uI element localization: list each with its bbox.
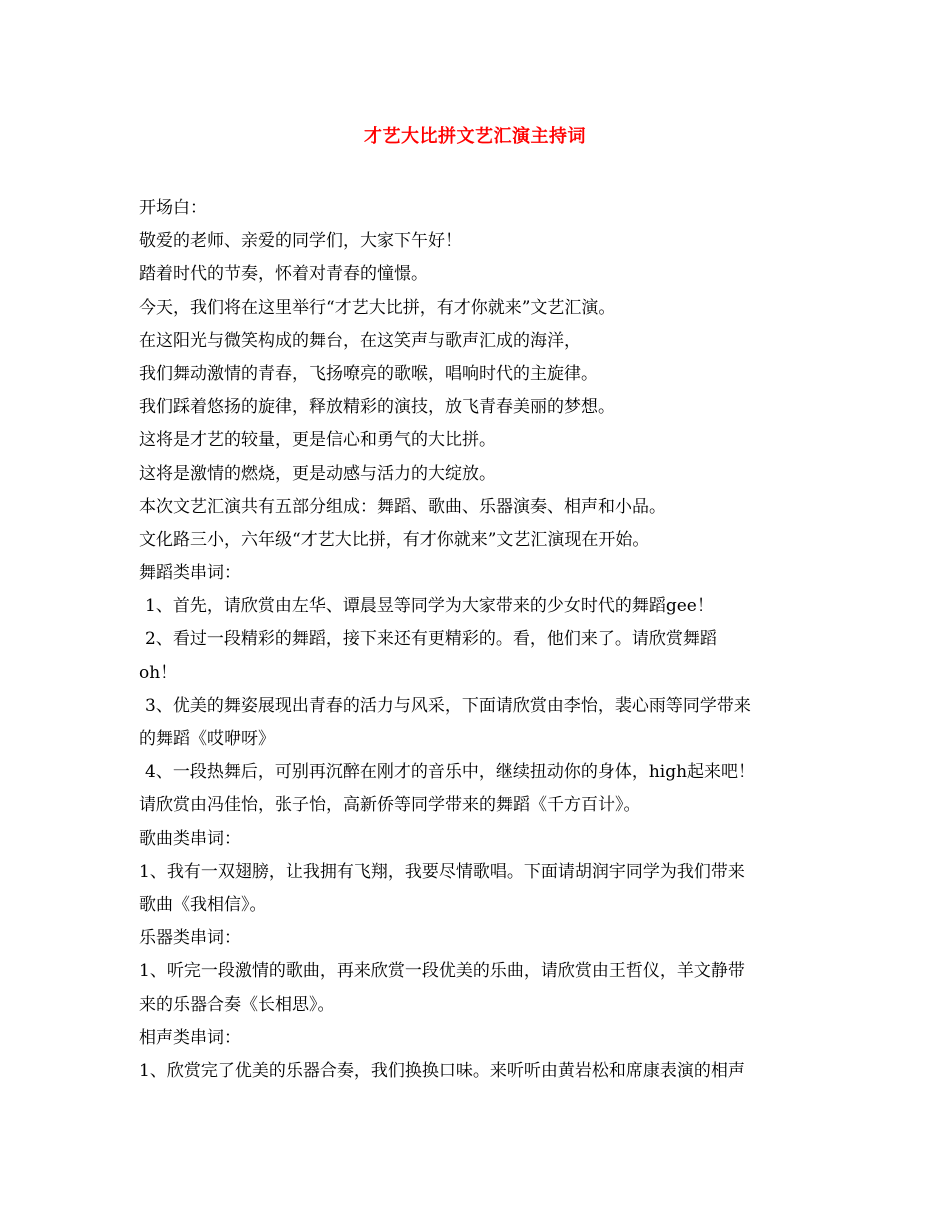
paragraph-line: 文化路三小，六年级“才艺大比拼，有才你就来”文艺汇演现在开始。 bbox=[139, 529, 650, 550]
list-item: 4、一段热舞后，可别再沉醉在刚才的音乐中，继续扭动你的身体，high起来吧！ bbox=[145, 762, 756, 783]
paragraph-line: 今天，我们将在这里举行“才艺大比拼，有才你就来”文艺汇演。 bbox=[139, 297, 616, 318]
list-item-continuation: 的舞蹈《哎咿呀》 bbox=[139, 729, 275, 749]
list-item: 1、首先，请欣赏由左华、谭晨昱等同学为大家带来的少女时代的舞蹈gee！ bbox=[145, 596, 714, 617]
paragraph-line: 敬爱的老师、亲爱的同学们，大家下午好！ bbox=[139, 231, 462, 252]
section-heading: 相声类串词： bbox=[139, 1027, 241, 1048]
list-item: 3、优美的舞姿展现出青春的活力与风采，下面请欣赏由李怡，裴心雨等同学带来 bbox=[145, 695, 751, 716]
list-item: 1、听完一段激情的歌曲，再来欣赏一段优美的乐曲，请欣赏由王哲仪，羊文静带 bbox=[139, 961, 745, 982]
paragraph-line: 这将是激情的燃烧，更是动感与活力的大绽放。 bbox=[139, 463, 496, 484]
paragraph-line: 这将是才艺的较量，更是信心和勇气的大比拼。 bbox=[139, 430, 496, 451]
list-item-continuation: 歌曲《我相信》。 bbox=[139, 894, 267, 915]
list-item-continuation: 来的乐器合奏《长相思》。 bbox=[139, 994, 335, 1015]
section-heading: 乐器类串词： bbox=[139, 928, 241, 949]
paragraph-line: 我们舞动激情的青春，飞扬嘹亮的歌喉，唱响时代的主旋律。 bbox=[139, 363, 598, 384]
paragraph-line: 在这阳光与微笑构成的舞台，在这笑声与歌声汇成的海洋， bbox=[139, 330, 581, 351]
list-item-continuation: 请欣赏由冯佳怡，张子怡，高新侨等同学带来的舞蹈《千方百计》。 bbox=[139, 795, 641, 816]
paragraph-line: 我们踩着悠扬的旋律，释放精彩的演技，放飞青春美丽的梦想。 bbox=[139, 397, 615, 418]
paragraph-line: 开场白： bbox=[139, 198, 207, 218]
list-item: 1、欣赏完了优美的乐器合奏，我们换换口味。来听听由黄岩松和席康表演的相声 bbox=[139, 1060, 745, 1081]
document-body bbox=[139, 192, 829, 1088]
list-item: 2、看过一段精彩的舞蹈，接下来还有更精彩的。看，他们来了。请欣赏舞蹈 bbox=[145, 629, 717, 650]
paragraph-line: 本次文艺汇演共有五部分组成：舞蹈、歌曲、乐器演奏、相声和小品。 bbox=[139, 496, 666, 517]
list-item-continuation: oh！ bbox=[139, 662, 178, 683]
document-title: 才艺大比拼文艺汇演主持词 bbox=[364, 126, 586, 147]
section-heading: 舞蹈类串词： bbox=[139, 563, 241, 584]
section-heading: 歌曲类串词： bbox=[139, 828, 241, 849]
list-item: 1、我有一双翅膀，让我拥有飞翔，我要尽情歌唱。下面请胡润宇同学为我们带来 bbox=[139, 861, 745, 882]
paragraph-line: 踏着时代的节奏，怀着对青春的憧憬。 bbox=[139, 264, 428, 285]
